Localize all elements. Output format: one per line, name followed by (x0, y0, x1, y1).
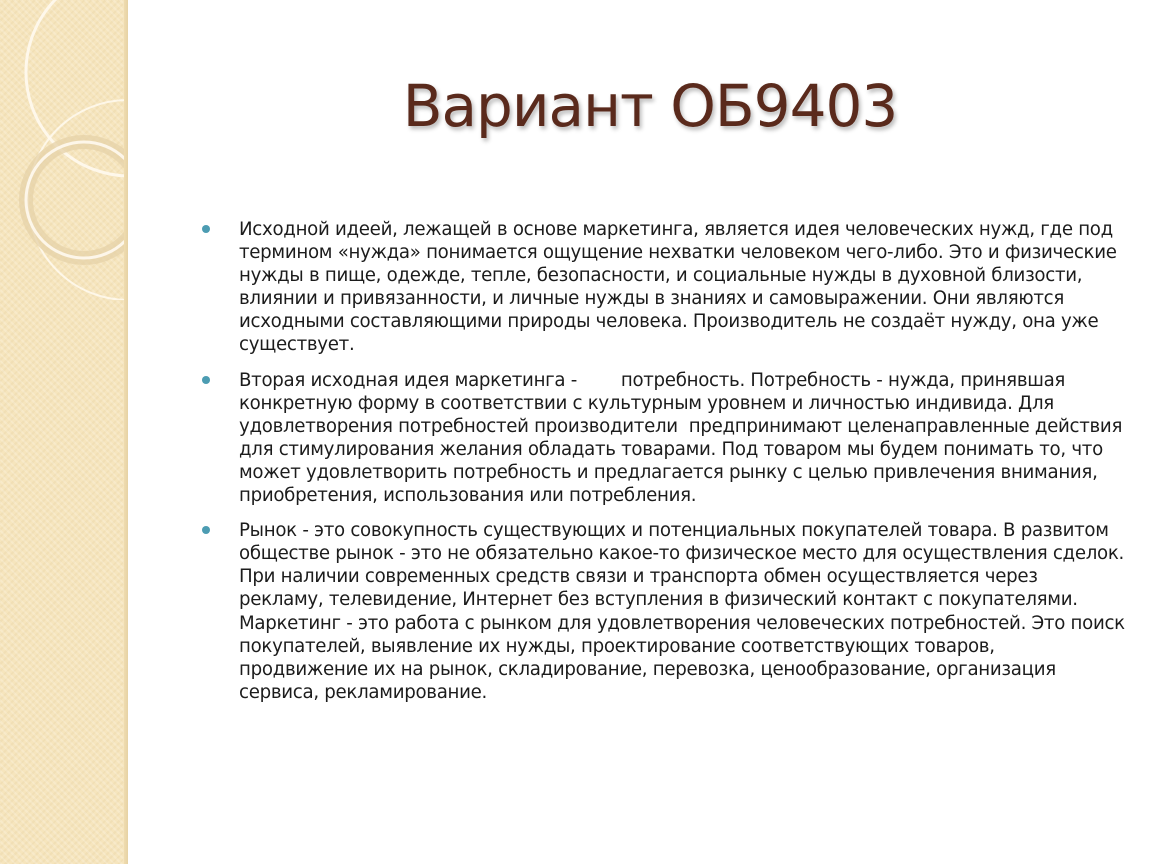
bullet-item (200, 519, 1131, 704)
decorative-circles-icon (0, 0, 127, 300)
decorative-side-panel (0, 0, 127, 864)
bullet-dot-icon (202, 225, 210, 233)
bullet-text: Рынок - это совокупность существующих и потенциальных покупателей товара. В развитом обществе рынок - это не обязательно какое-то физическое место для осуществления сделок. При наличии современных средств связи и транспорта обмен осуществляется через рекламу, телевидение, Интернет без вступления в физический контакт с покупателями. Маркетинг - это работа с рынком для удовлетворения человеческих потребностей. Это поиск покупателей, выявление их нужды, проектирование соответствующих товаров, продвижение их на рынок, складирование, перевозка, ценообразование, организация сервиса, рекламирование. (239, 520, 1131, 703)
slide-title: Вариант ОБ9403 (402, 72, 898, 140)
bullet-text: Вторая исходная идея маркетинга - потребность. Потребность - нужда, принявшая конкретную форму в соответствии с культурным уровнем и личностью индивида. Для удовлетворения потребностей производители предпринимают целенаправленные действия для стимулирования желания обладать товарами. Под товаром мы будем понимать то, что может удовлетворить потребность и предлагается рынку с целью привлечения внимания, приобретения, использования или потребления. (239, 369, 1128, 507)
side-panel-edge (124, 0, 128, 864)
bullet-dot-icon (202, 526, 210, 534)
bullet-list (200, 218, 1131, 716)
bullet-text: Исходной идеей, лежащей в основе маркетинга, является идея человеческих нужд, где под термином «нужда» понимается ощущение нехватки человеком чего-либо. Это и физические нужды в пище, одежде, тепле, безопасности, и социальные нужды в духовной близости, влиянии и привязанности, и личные нужды в знаниях и самовыражении. Они являются исходными составляющими природы человека. Производитель не создаёт нужду, она уже существует. (239, 219, 1123, 356)
bullet-item (200, 218, 1125, 357)
bullet-item (200, 369, 1128, 508)
bullet-dot-icon (202, 376, 210, 384)
